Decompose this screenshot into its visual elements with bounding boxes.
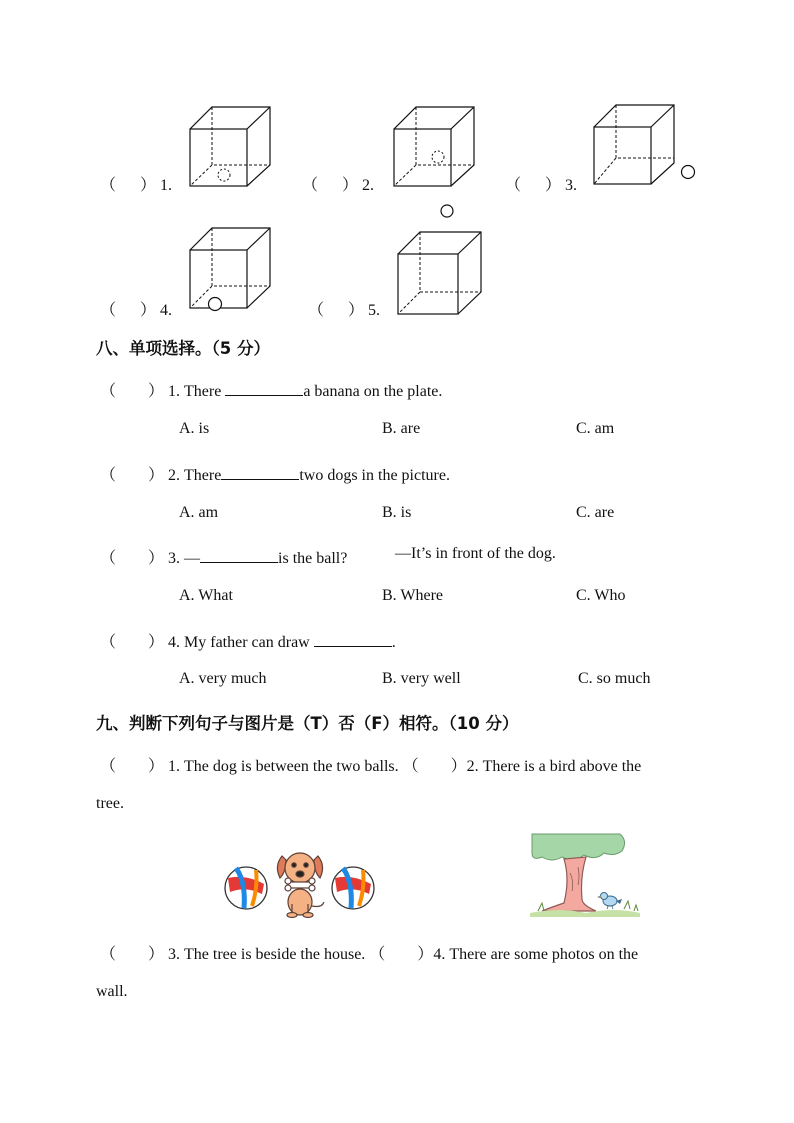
item-number: 4. — [160, 302, 173, 319]
q1-option-c[interactable]: C. am — [576, 420, 615, 437]
q4-option-b[interactable]: B. very well — [382, 670, 461, 687]
item-number: 2. — [362, 177, 375, 194]
answer-paren[interactable]: （ ） — [100, 467, 165, 484]
answer-paren[interactable]: （ ） — [100, 383, 165, 400]
ball-right-of-cube-icon — [680, 164, 696, 180]
answer-paren[interactable]: （ ） — [100, 758, 165, 775]
q2-option-a[interactable]: A. am — [179, 504, 219, 521]
dog-between-balls-image — [222, 846, 378, 918]
cube-item-2 — [302, 172, 374, 195]
q2-option-b[interactable]: B. is — [382, 504, 412, 521]
section-8-heading: 八、单项选择。（5 分） — [96, 339, 270, 358]
section-9-heading: 九、判断下列句子与图片是（T）否（F）相符。（10 分） — [96, 714, 519, 733]
judge-item-4-wrap: wall. — [96, 983, 128, 1000]
cube-empty-image — [396, 230, 484, 316]
item-number: 1. — [160, 177, 173, 194]
cube-item-3 — [505, 172, 577, 195]
q4-option-a[interactable]: A. very much — [179, 670, 267, 687]
judge-line-2 — [100, 941, 638, 964]
answer-paren[interactable]: （ ） — [100, 177, 157, 194]
answer-paren[interactable]: （ ） — [308, 302, 365, 319]
cube-ball-outside-right-image — [592, 103, 677, 185]
answer-blank[interactable] — [200, 548, 278, 563]
cube-ball-front-image — [188, 226, 273, 312]
judge-line-1 — [100, 753, 641, 776]
q1-option-a[interactable]: A. is — [179, 420, 210, 437]
answer-paren[interactable]: （ ） — [302, 177, 359, 194]
tree-with-bird-image — [530, 833, 642, 917]
question-1: （ ） 1. There a banana on the plate. — [100, 383, 443, 400]
question-4: （ ） 4. My father can draw . — [100, 634, 396, 651]
answer-paren[interactable]: （ ） — [100, 550, 165, 567]
answer-paren[interactable]: （ ） — [100, 634, 165, 651]
question-2: （ ） 2. There two dogs in the picture. — [100, 467, 450, 484]
item-number: 5. — [368, 302, 381, 319]
answer-paren[interactable]: （ ） — [369, 946, 434, 963]
ball-below-cube-icon — [440, 204, 454, 218]
q3-option-c[interactable]: C. Who — [576, 587, 626, 604]
answer-paren[interactable]: （ ） — [100, 946, 165, 963]
answer-paren[interactable]: （ ） — [505, 177, 562, 194]
answer-paren[interactable]: （ ） — [402, 758, 467, 775]
question-3: （ ） 3. — is the ball? — [100, 550, 348, 567]
judge-item-4: 4. There are some photos on the — [433, 946, 639, 963]
cube-item-5 — [308, 297, 380, 320]
judge-item-1: 1. The dog is between the two balls. — [168, 758, 399, 775]
answer-paren[interactable]: （ ） — [100, 302, 157, 319]
q4-option-c[interactable]: C. so much — [578, 670, 651, 687]
judge-item-2: 2. There is a bird above the — [466, 758, 642, 775]
cube-ball-inside-bottom-image — [188, 105, 273, 187]
answer-blank[interactable] — [225, 381, 303, 396]
q3-option-b[interactable]: B. Where — [382, 587, 444, 604]
judge-item-2-wrap: tree. — [96, 795, 124, 812]
q2-option-c[interactable]: C. are — [576, 504, 615, 521]
item-number: 3. — [565, 177, 578, 194]
cube-ball-inside-back-image — [392, 105, 477, 187]
answer-blank[interactable] — [314, 632, 392, 647]
judge-item-3: 3. The tree is beside the house. — [168, 946, 366, 963]
q1-option-b[interactable]: B. are — [382, 420, 421, 437]
cube-item-1 — [100, 172, 172, 195]
q3-option-a[interactable]: A. What — [179, 587, 233, 604]
cube-item-4 — [100, 297, 172, 320]
question-3-reply: —It’s in front of the dog. — [395, 545, 556, 562]
answer-blank[interactable] — [221, 465, 299, 480]
